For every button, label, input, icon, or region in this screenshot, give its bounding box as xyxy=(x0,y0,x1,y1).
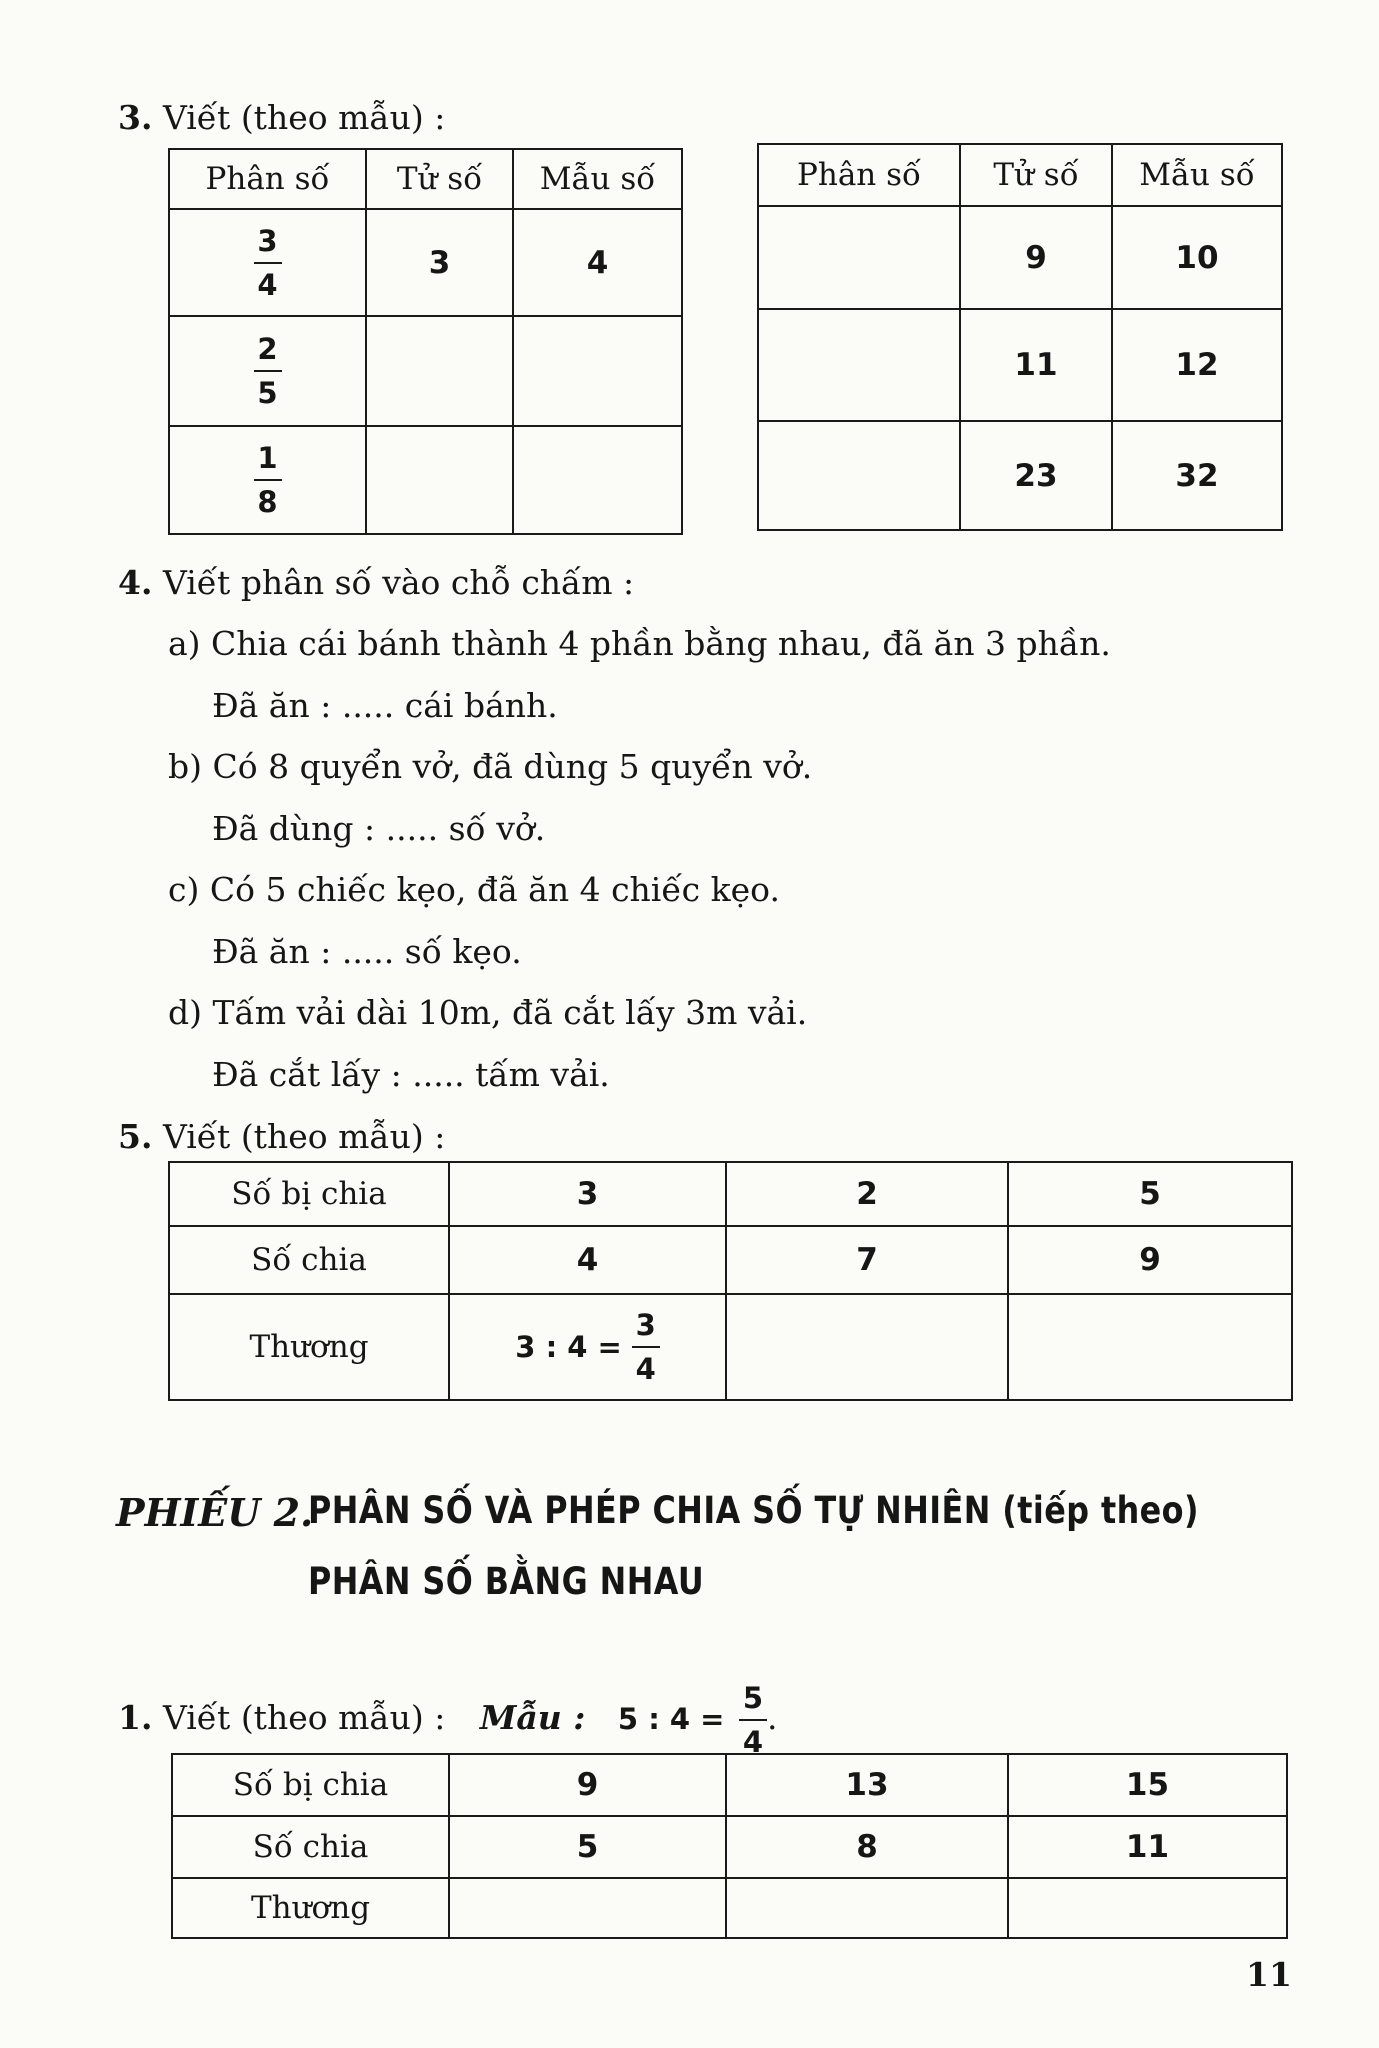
denominator-cell: 4 xyxy=(513,209,682,316)
dividend-cell: 13 xyxy=(726,1754,1008,1816)
row-label: Thương xyxy=(172,1878,449,1938)
sample-expression: 5 : 4 = xyxy=(617,1702,725,1736)
answer-b[interactable]: Đã dùng : ..... số vở. xyxy=(212,809,546,848)
fraction-cell[interactable] xyxy=(758,309,960,421)
denominator-cell: 32 xyxy=(1112,421,1282,530)
fraction-cell: $\frac{2}{5}$ xyxy=(169,316,366,426)
exercise-number: 4. xyxy=(118,563,153,602)
header-cell: Phân số xyxy=(758,144,960,206)
fraction-cell[interactable] xyxy=(758,206,960,309)
page-number: 11 xyxy=(1246,1955,1292,1994)
exercise-number: 3. xyxy=(118,98,153,137)
divisor-cell: 4 xyxy=(449,1226,726,1294)
exercise-instruction: Viết (theo mẫu) : xyxy=(162,1117,446,1156)
exercise-1-heading: 1. Viết (theo mẫu) : Mẫu : 5 : 4 = $\frac{5}{4}$ . xyxy=(118,1681,778,1759)
divisor-cell: 11 xyxy=(1008,1816,1287,1878)
denominator-cell: 12 xyxy=(1112,309,1282,421)
quotient-expression: 3 : 4 = xyxy=(515,1330,622,1364)
sample-label: Mẫu : xyxy=(479,1698,586,1737)
division-table-2 xyxy=(171,1753,1288,1939)
header-cell: Tử số xyxy=(960,144,1112,206)
numerator-cell[interactable] xyxy=(366,426,513,534)
fraction-cell[interactable] xyxy=(758,421,960,530)
answer-d[interactable]: Đã cắt lấy : ..... tấm vải. xyxy=(212,1055,610,1094)
row-label: Số chia xyxy=(169,1226,449,1294)
numerator-cell: 11 xyxy=(960,309,1112,421)
worksheet-title-line1: PHÂN SỐ VÀ PHÉP CHIA SỐ TỰ NHIÊN (tiếp theo) xyxy=(308,1489,1199,1532)
dividend-cell: 5 xyxy=(1008,1162,1292,1226)
numerator-cell: 23 xyxy=(960,421,1112,530)
quotient-sample-cell: 3 : 4 = $\frac{3}{4}$ xyxy=(449,1294,726,1400)
divisor-cell: 7 xyxy=(726,1226,1008,1294)
dividend-cell: 3 xyxy=(449,1162,726,1226)
fraction-table-right xyxy=(757,143,1283,531)
worksheet-label: PHIẾU 2. xyxy=(116,1490,314,1535)
denominator-cell[interactable] xyxy=(513,316,682,426)
quotient-cell[interactable] xyxy=(1008,1294,1292,1400)
numerator-cell: 3 xyxy=(366,209,513,316)
quotient-cell[interactable] xyxy=(1008,1878,1287,1938)
dividend-cell: 9 xyxy=(449,1754,726,1816)
answer-c[interactable]: Đã ăn : ..... số kẹo. xyxy=(212,932,522,971)
divisor-cell: 5 xyxy=(449,1816,726,1878)
row-label: Số chia xyxy=(172,1816,449,1878)
question-c: c) Có 5 chiếc kẹo, đã ăn 4 chiếc kẹo. xyxy=(168,870,780,909)
question-d: d) Tấm vải dài 10m, đã cắt lấy 3m vải. xyxy=(168,993,808,1032)
worksheet-title-line2: PHÂN SỐ BẰNG NHAU xyxy=(308,1560,705,1603)
quotient-cell[interactable] xyxy=(726,1878,1008,1938)
exercise-4-heading xyxy=(118,563,634,603)
exercise-number: 5. xyxy=(118,1117,153,1156)
dividend-cell: 15 xyxy=(1008,1754,1287,1816)
dividend-cell: 2 xyxy=(726,1162,1008,1226)
answer-a[interactable]: Đã ăn : ..... cái bánh. xyxy=(212,686,558,725)
header-cell: Phân số xyxy=(169,149,366,209)
question-a: a) Chia cái bánh thành 4 phần bằng nhau, đã ăn 3 phần. xyxy=(168,624,1111,663)
fraction-cell: $\frac{1}{8}$ xyxy=(169,426,366,534)
row-label: Số bị chia xyxy=(169,1162,449,1226)
denominator-cell[interactable] xyxy=(513,426,682,534)
exercise-number: 1. xyxy=(118,1698,153,1737)
divisor-cell: 9 xyxy=(1008,1226,1292,1294)
header-cell: Tử số xyxy=(366,149,513,209)
exercise-5-heading xyxy=(118,1117,445,1157)
fraction-cell: $\frac{3}{4}$ xyxy=(169,209,366,316)
exercise-instruction: Viết (theo mẫu) : xyxy=(162,98,446,137)
numerator-cell: 9 xyxy=(960,206,1112,309)
row-label: Thương xyxy=(169,1294,449,1400)
denominator-cell: 10 xyxy=(1112,206,1282,309)
quotient-cell[interactable] xyxy=(449,1878,726,1938)
numerator-cell[interactable] xyxy=(366,316,513,426)
exercise-instruction: Viết phân số vào chỗ chấm : xyxy=(162,563,635,602)
quotient-cell[interactable] xyxy=(726,1294,1008,1400)
question-b: b) Có 8 quyển vở, đã dùng 5 quyển vở. xyxy=(168,747,813,786)
division-table xyxy=(168,1161,1293,1401)
exercise-3-heading xyxy=(118,98,445,138)
exercise-instruction: Viết (theo mẫu) : xyxy=(162,1698,446,1737)
divisor-cell: 8 xyxy=(726,1816,1008,1878)
header-cell: Mẫu số xyxy=(513,149,682,209)
row-label: Số bị chia xyxy=(172,1754,449,1816)
fraction-table-left xyxy=(168,148,683,535)
header-cell: Mẫu số xyxy=(1112,144,1282,206)
